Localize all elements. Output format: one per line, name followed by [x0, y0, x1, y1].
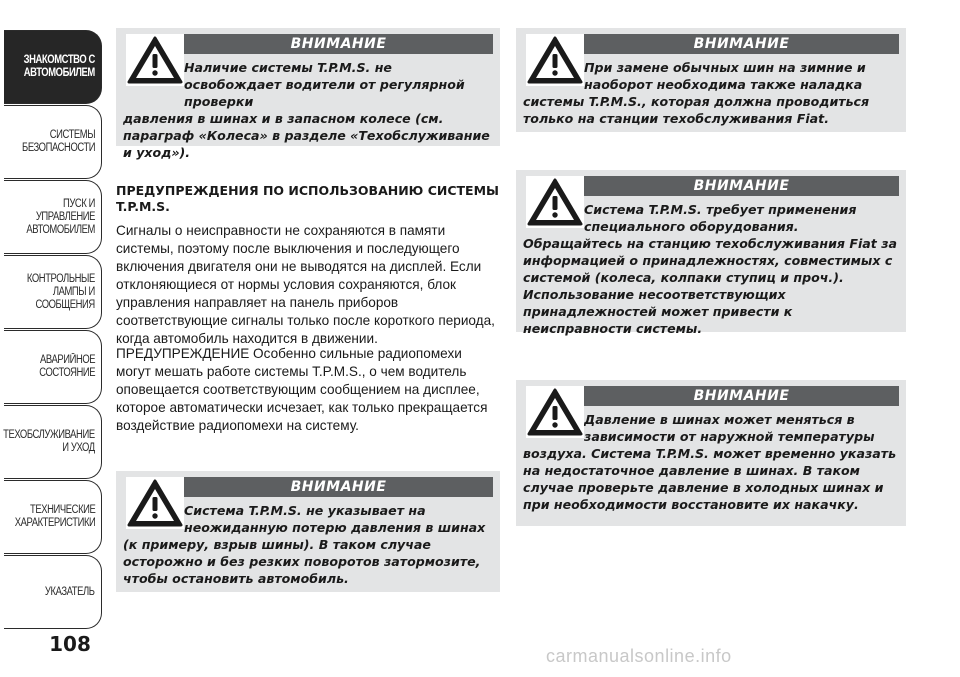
warning-triangle-icon — [126, 34, 184, 86]
tab-emergency[interactable] — [4, 330, 102, 404]
tab-label: ЗНАКОМСТВО С АВТОМОБИЛЕМ — [23, 54, 96, 79]
warning-lead: При замене обычных шин на зимние и наоборот необходима также наладка — [584, 60, 866, 92]
warning-triangle-icon — [526, 176, 584, 228]
tab-label: АВАРИЙНОЕ СОСТОЯНИЕ — [39, 354, 95, 379]
watermark: carmanualsonline.info — [546, 646, 732, 666]
paragraph: ПРЕДУПРЕЖДЕНИЕ Особенно сильные радиопомехи могут мешать работе системы T.P.M.S., о чем водитель оповещается соответствующим сообщением на дисплее, которое автоматически исчезает, как только прекращается воздействие радиопомехи на систему. — [116, 346, 488, 433]
paragraph: Сигналы о неисправности не сохраняются в памяти системы, поэтому после выключения и последующего включения двигателя они не выводятся на дисплей. Если отклоняющиеся от нормы условия сохраняются, блок управления направляет на панель приборов соответствующие сигналы только после короткого периода, когда автомобиль находится в движении. — [116, 223, 495, 346]
warning-title: ВНИМАНИЕ — [184, 477, 493, 497]
tab-vehicle-introduction[interactable] — [4, 30, 102, 104]
tab-label: КОНТРОЛЬНЫЕ ЛАМПЫ И СООБЩЕНИЯ — [27, 272, 95, 311]
warning-box — [116, 471, 500, 592]
warning-rest: системы T.P.M.S., которая должна проводиться только на станции техобслуживания Fiat. — [523, 94, 870, 126]
tab-starting-driving[interactable] — [4, 180, 102, 254]
warning-lead: Наличие системы T.P.M.S. не освобождает водители от регулярной проверки — [184, 60, 465, 109]
tab-warning-lights-messages[interactable] — [4, 255, 102, 329]
warning-box — [516, 170, 906, 336]
warning-box — [516, 380, 906, 526]
warning-lead: Система T.P.M.S. не указывает на неожиданную потерю давления в шинах — [184, 503, 486, 535]
tab-maintenance-care[interactable] — [4, 405, 102, 479]
tab-index[interactable] — [4, 555, 102, 629]
tab-label: ТЕХНИЧЕСКИЕ ХАРАКТЕРИСТИКИ — [14, 504, 95, 529]
section-heading: ПРЕДУПРЕЖДЕНИЯ ПО ИСПОЛЬЗОВАНИЮ СИСТЕМЫ T.P.M.S. — [116, 183, 499, 214]
warning-triangle-icon — [526, 34, 584, 86]
tab-technical-specifications[interactable] — [4, 480, 102, 554]
warning-rest: воздуха. Система T.P.M.S. может временно указать на недостаточное давление в шинах. В таком случае проверьте давление в холодных шинах и при необходимости восстановите их накачку. — [523, 446, 897, 512]
warning-rest: Обращайтесь на станцию техобслуживания Fiat за информацией о принадлежностях, совместимых с системой (колеса, колпаки ступиц и проч.). Использование несоответствующих принадлежностей может привести к неисправности системы. — [523, 236, 898, 336]
warning-box — [516, 28, 906, 132]
warning-lead: Система T.P.M.S. требует применения специального оборудования. — [584, 202, 857, 234]
warning-title: ВНИМАНИЕ — [584, 386, 899, 406]
warning-title: ВНИМАНИЕ — [584, 176, 899, 196]
warning-rest: давления в шинах и в запасном колесе (см. параграф «Колеса» в разделе «Техобслуживание и уход»). — [123, 111, 490, 160]
tab-label: ТЕХОБСЛУЖИВАНИЕ И УХОД — [3, 429, 95, 454]
page-number: 108 — [49, 632, 91, 656]
warning-title: ВНИМАНИЕ — [184, 34, 493, 54]
warning-box — [116, 28, 500, 160]
tab-label: УКАЗАТЕЛЬ — [45, 585, 95, 598]
warning-triangle-icon — [526, 386, 584, 438]
tab-label: ПУСК И УПРАВЛЕНИЕ АВТОМОБИЛЕМ — [26, 197, 95, 236]
warning-rest: (к примеру, взрыв шины). В таком случае осторожно и без резких поворотов затормозите, чтобы остановить автомобиль. — [123, 537, 481, 586]
tab-label: СИСТЕМЫ БЕЗОПАСНОСТИ — [21, 129, 95, 154]
warning-triangle-icon — [126, 477, 184, 529]
warning-title: ВНИМАНИЕ — [584, 34, 899, 54]
warning-lead: Давление в шинах может меняться в зависимости от наружной температуры — [584, 412, 875, 444]
tab-safety-systems[interactable] — [4, 105, 102, 179]
